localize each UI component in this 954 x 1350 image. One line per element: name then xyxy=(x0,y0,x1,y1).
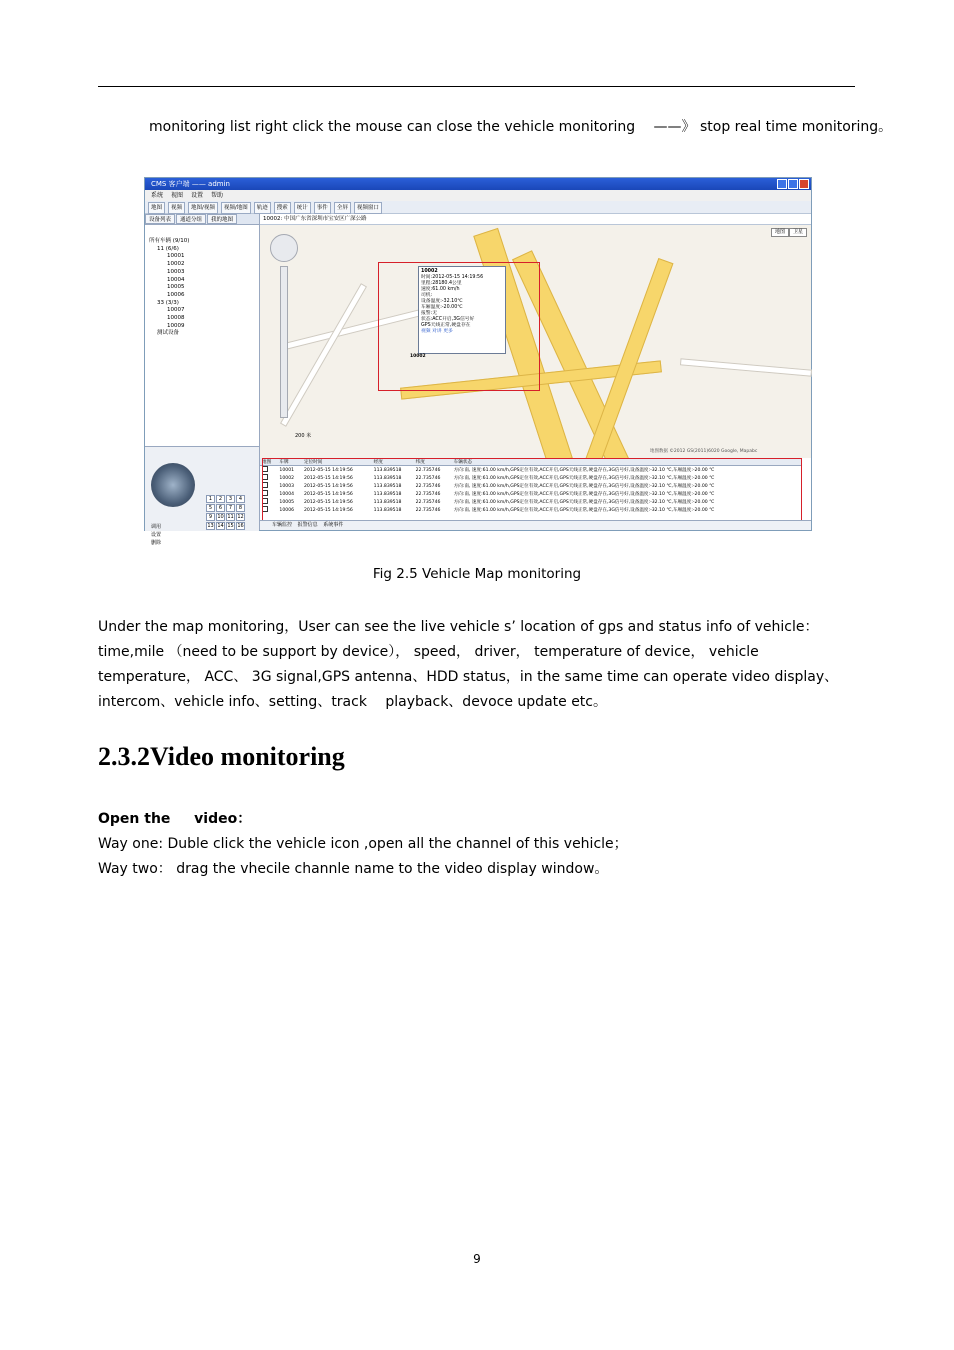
tab-device-list[interactable]: 设备列表 xyxy=(145,214,175,224)
table-cell: 113.839518 xyxy=(373,467,402,473)
popup-line: 报警:无 xyxy=(421,311,438,316)
intro-text: monitoring list right click the mouse can close the vehicle monitoring ——》 stop real time monitoring。 xyxy=(149,119,893,135)
table-cell: 22.735746 xyxy=(415,499,441,505)
tree-item[interactable]: 10003 xyxy=(167,268,185,275)
toolbar-map-video-button[interactable]: 地图/视频 xyxy=(188,202,218,214)
table-cell: 2012-05-15 14:19:56 xyxy=(304,475,353,481)
table-cell: 22.735746 xyxy=(415,475,441,481)
preset-number[interactable]: 12 xyxy=(237,514,244,520)
tree-item[interactable]: 10001 xyxy=(167,253,185,260)
table-cell: 113.839518 xyxy=(373,491,402,497)
vehicle-marker-label[interactable]: 10002 xyxy=(410,354,426,359)
preset-number[interactable]: 2 xyxy=(216,495,225,503)
way-one-text: Way one: Duble click the vehicle icon ,open all the channel of this vehicle； xyxy=(98,836,628,852)
device-tree xyxy=(149,238,189,338)
preset-number[interactable]: 10 xyxy=(217,514,224,520)
popup-line: 里程:28180.4公里 xyxy=(421,281,462,286)
preset-grid xyxy=(206,495,245,530)
toolbar xyxy=(145,201,811,214)
map-pan-control-icon[interactable] xyxy=(270,234,298,262)
bottom-tabs xyxy=(260,520,811,530)
preset-number[interactable]: 8 xyxy=(236,504,245,512)
header-rule xyxy=(98,86,855,87)
preset-number[interactable]: 14 xyxy=(217,523,224,529)
popup-line: 速度:61.00 km/h xyxy=(421,287,460,292)
map-road xyxy=(680,358,812,376)
table-cell: 方向:南, 速度:61.00 km/h,GPS定位有效,ACC开启,GPS天线正常,硬盘存在,3G信号好,设备温度:-32.10 ℃,车厢温度:-20.00 ℃ xyxy=(453,468,715,473)
tab-my-map[interactable]: 我的地图 xyxy=(207,214,237,224)
toolbar-video-map-button[interactable]: 视频/地图 xyxy=(221,202,251,214)
table-header[interactable]: 定位时间 xyxy=(302,458,372,466)
table-header[interactable]: 经度 xyxy=(372,458,414,466)
window-title: CMS 客户端 —— admin xyxy=(151,180,230,188)
popup-links[interactable]: 视频 对讲 更多 xyxy=(421,329,453,334)
menu-help[interactable]: 帮助 xyxy=(211,192,224,199)
table-cell: 113.839518 xyxy=(373,499,402,505)
maximize-icon[interactable] xyxy=(788,179,798,189)
tree-item[interactable]: 10005 xyxy=(167,284,185,291)
popup-line: 司机: xyxy=(421,293,433,298)
popup-line: 设备温度:-32.10℃ xyxy=(421,299,463,304)
toolbar-fullscreen-button[interactable]: 全屏 xyxy=(334,202,351,214)
preset-number[interactable]: 1 xyxy=(206,495,215,503)
table-cell: 10006 xyxy=(279,507,295,513)
toolbar-track-button[interactable]: 轨迹 xyxy=(254,202,271,214)
tree-root[interactable]: 所有车辆 (9/10) xyxy=(149,238,190,244)
tree-item[interactable]: 10008 xyxy=(167,315,185,322)
table-cell: 113.839518 xyxy=(373,507,402,513)
tab-vehicle-monitoring[interactable]: 车辆监控 xyxy=(272,522,293,528)
tab-channel-group[interactable]: 通道分组 xyxy=(176,214,206,224)
table-cell: 22.735746 xyxy=(415,491,441,497)
body-paragraph: Under the map monitoring，User can see the live vehicle s’ location of gps and status info of vehicle：time,mile （need to be support by device）， speed， driver， temperature of device， vehicle temperature， ACC、 3G signal,GPS antenna、HDD status，in the same time can operate video display、intercom、vehicle info、setting、track playback、devoce update etc。 xyxy=(98,619,839,710)
preset-number[interactable]: 16 xyxy=(237,523,244,529)
table-cell: 2012-05-15 14:19:56 xyxy=(304,491,353,497)
tab-alarm-info[interactable]: 报警信息 xyxy=(297,522,318,528)
table-cell: 10002 xyxy=(279,475,295,481)
popup-highlight-box xyxy=(378,262,540,391)
table-highlight-box xyxy=(262,458,802,521)
preset-number[interactable]: 6 xyxy=(216,504,225,512)
table-cell: 10003 xyxy=(279,483,295,489)
map-type-toggle xyxy=(771,228,807,237)
table-header[interactable]: 纬度 xyxy=(414,458,452,466)
screenshot-figure xyxy=(144,177,812,546)
popup-line: 状态:ACC开启,3G信号好 xyxy=(421,317,475,322)
table-header[interactable]: 车辆状态 xyxy=(452,458,801,466)
ptz-control xyxy=(145,446,259,546)
toolbar-stats-button[interactable]: 统计 xyxy=(294,202,311,214)
preset-number[interactable]: 11 xyxy=(227,514,234,520)
preset-delete-button[interactable]: 删除 xyxy=(151,540,162,546)
table-cell: 方向:南, 速度:61.00 km/h,GPS定位有效,ACC开启,GPS天线正常,硬盘存在,3G信号好,设备温度:-32.10 ℃,车厢温度:-20.00 ℃ xyxy=(453,500,715,505)
tree-item[interactable]: 10002 xyxy=(167,261,185,268)
table-cell: 10005 xyxy=(279,499,295,505)
tree-group[interactable]: 11 (6/6) xyxy=(157,245,179,252)
table-cell: 2012-05-15 14:19:56 xyxy=(304,499,353,505)
minimize-icon[interactable] xyxy=(777,179,787,189)
close-icon[interactable] xyxy=(799,179,809,189)
preset-number[interactable]: 3 xyxy=(226,495,235,503)
preset-number[interactable]: 15 xyxy=(227,523,234,529)
page-number: 9 xyxy=(473,1252,481,1266)
toolbar-search-button[interactable]: 搜索 xyxy=(274,202,291,214)
preset-call-button[interactable]: 调用 xyxy=(151,524,162,530)
toolbar-event-button[interactable]: 事件 xyxy=(314,202,331,214)
table-cell: 2012-05-15 14:19:56 xyxy=(304,483,353,489)
tab-system-events[interactable]: 系统事件 xyxy=(323,522,344,528)
map-scale: 200 米 xyxy=(295,433,312,439)
menu-system[interactable]: 系统 xyxy=(151,192,164,199)
table-cell: 22.735746 xyxy=(415,483,441,489)
table-cell: 方向:南, 速度:61.00 km/h,GPS定位有效,ACC开启,GPS天线正常,硬盘存在,3G信号好,设备温度:-32.10 ℃,车厢温度:-20.00 ℃ xyxy=(453,508,715,513)
table-cell: 10004 xyxy=(279,491,295,497)
tree-item[interactable]: 10004 xyxy=(167,276,185,283)
table-cell: 10001 xyxy=(279,467,295,473)
toolbar-video-button[interactable]: 视频 xyxy=(168,202,185,214)
map-address-bar: 10002: 中国广东省深圳市宝安区广深公路 xyxy=(260,214,811,225)
tree-group[interactable]: 33 (3/3) xyxy=(157,299,179,306)
subheading: Open the video： xyxy=(98,811,252,827)
table-cell: 113.839518 xyxy=(373,475,402,481)
table-cell: 2012-05-15 14:19:56 xyxy=(304,507,353,513)
map-copyright: 地图数据 ©2012 GS(2011)6020 Google, Mapabc xyxy=(650,449,758,454)
ptz-joystick-icon[interactable] xyxy=(151,463,195,507)
popup-line: 车厢温度:-20.00℃ xyxy=(421,305,463,310)
popup-vehicle-id: 10002 xyxy=(421,269,438,274)
preset-number[interactable]: 4 xyxy=(236,495,245,503)
table-cell: 22.735746 xyxy=(415,507,441,513)
table-header[interactable]: 车牌 xyxy=(277,458,302,466)
figure-caption: Fig 2.5 Vehicle Map monitoring xyxy=(372,566,582,582)
window-titlebar xyxy=(145,178,811,190)
map-type-map-button[interactable]: 地图 xyxy=(771,228,789,237)
table-cell: 113.839518 xyxy=(373,483,402,489)
preset-number[interactable]: 7 xyxy=(226,504,235,512)
preset-set-button[interactable]: 设置 xyxy=(151,532,162,538)
popup-line: 时间:2012-05-15 14:19:56 xyxy=(421,275,484,280)
preset-number[interactable]: 9 xyxy=(206,513,215,521)
table-header[interactable]: 地图 xyxy=(260,458,277,466)
device-panel xyxy=(145,214,260,546)
map-type-satellite-button[interactable]: 卫星 xyxy=(789,228,807,237)
table-cell: 方向:南, 速度:61.00 km/h,GPS定位有效,ACC开启,GPS天线正常,硬盘存在,3G信号好,设备温度:-32.10 ℃,车厢温度:-20.00 ℃ xyxy=(453,492,715,497)
table-cell: 2012-05-15 14:19:56 xyxy=(304,467,353,473)
popup-line: GPS天线正常,硬盘存在 xyxy=(421,323,471,328)
section-heading: 2.3.2Video monitoring xyxy=(98,742,345,771)
map-road xyxy=(280,283,367,427)
preset-number[interactable]: 13 xyxy=(207,523,214,529)
menu-bar xyxy=(145,190,811,201)
menu-view[interactable]: 视图 xyxy=(171,192,184,199)
tree-item[interactable]: 10007 xyxy=(167,307,185,314)
map-zoom-slider[interactable] xyxy=(280,266,288,418)
table-cell: 方向:南, 速度:61.00 km/h,GPS定位有效,ACC开启,GPS天线正常,硬盘存在,3G信号好,设备温度:-32.10 ℃,车厢温度:-20.00 ℃ xyxy=(453,476,715,481)
toolbar-video-window-button[interactable]: 视频窗口 xyxy=(354,202,382,214)
tree-test-device[interactable]: 测试设备 xyxy=(157,330,180,337)
way-two-text: Way two： drag the vhecile channle name to the video display window。 xyxy=(98,861,609,877)
tree-item[interactable]: 10009 xyxy=(167,322,185,329)
tree-item[interactable]: 10006 xyxy=(167,291,185,298)
preset-number[interactable]: 5 xyxy=(206,504,215,512)
table-cell: 22.735746 xyxy=(415,467,441,473)
toolbar-map-button[interactable]: 地图 xyxy=(148,202,165,214)
table-cell: 方向:南, 速度:61.00 km/h,GPS定位有效,ACC开启,GPS天线正常,硬盘存在,3G信号好,设备温度:-32.10 ℃,车厢温度:-20.00 ℃ xyxy=(453,484,715,489)
menu-settings[interactable]: 设置 xyxy=(191,192,204,199)
